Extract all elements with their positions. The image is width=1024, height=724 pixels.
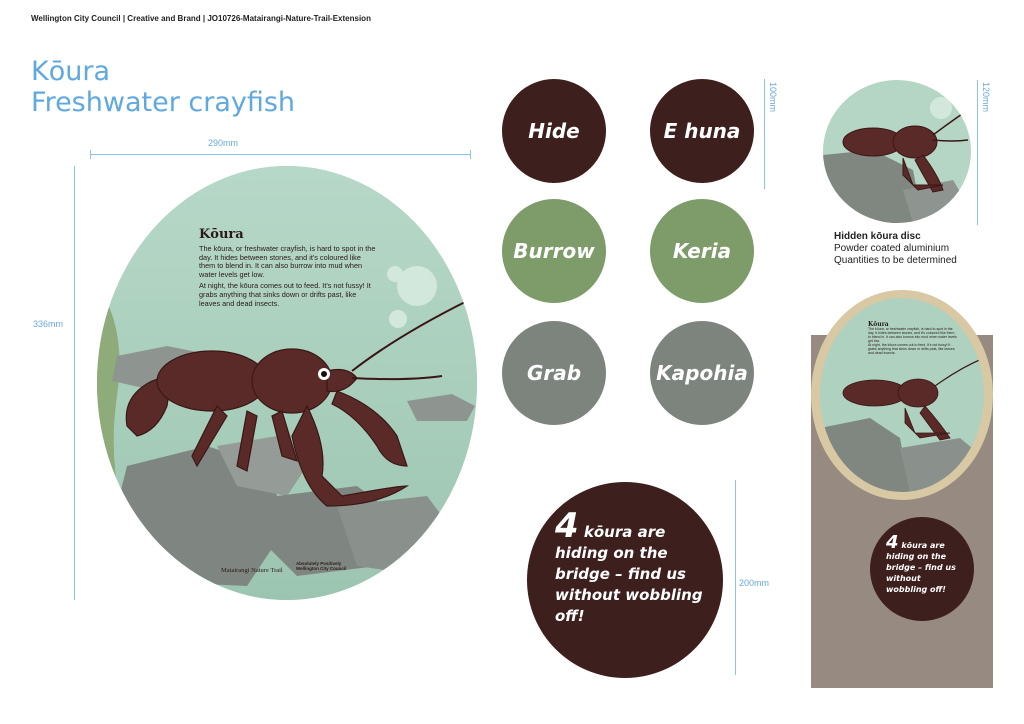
big-disc-dimension-line	[735, 480, 736, 675]
disc-size-label: 100mm	[768, 82, 778, 113]
sign-text-block	[199, 227, 377, 308]
bubble-icon	[397, 266, 437, 306]
sign-width-label: 290mm	[208, 138, 239, 148]
big-disc	[527, 482, 723, 678]
mockup-disc	[870, 517, 974, 621]
big-disc-text: kōura are hiding on the bridge – find us without wobbling off!	[555, 523, 703, 625]
big-disc-number: 4	[555, 506, 579, 546]
disc-burrow: Burrow	[502, 199, 606, 303]
hidden-disc-caption	[834, 231, 957, 267]
hidden-disc-size-label: 120mm	[981, 82, 991, 113]
document-header: Wellington City Council | Creative and Brand | JO10726-Matairangi-Nature-Trail-Extension	[31, 14, 371, 23]
big-disc-size-label: 200mm	[739, 578, 770, 588]
page-title	[31, 56, 295, 118]
hidden-disc-dimension-line	[977, 80, 978, 225]
sign-width-tick-left	[90, 150, 91, 159]
mockup-heading: Kōura	[868, 321, 889, 328]
mockup-disc-number: 4	[886, 532, 899, 553]
hidden-disc-caption-line-1: Powder coated aluminium	[834, 243, 950, 254]
sign-footer-left: Matairangi Nature Trail	[221, 567, 283, 574]
sign-paragraph-1: The kōura, or freshwater crayfish, is hard to spot in the day. It hides between stones, and it's coloured like them to blend in. It can also burrow into mud when water levels get low.	[199, 244, 376, 279]
disc-hide: Hide	[502, 79, 606, 183]
sign-heading: Kōura	[199, 227, 244, 242]
disc-dimension-line	[764, 79, 765, 189]
sign-paragraph-2: At night, the kōura comes out to feed. It's not fussy! It grabs anything that sinks down or drifts past, like leaves and dead insects.	[199, 281, 371, 308]
disc-e-huna: E huna	[650, 79, 754, 183]
title-line-1: Kōura	[31, 56, 110, 87]
mockup-text	[868, 323, 958, 355]
sign-width-line	[90, 154, 470, 155]
mockup-paragraph-1: The kōura, or freshwater crayfish, is hard to spot in the day. It hides between stones, and it's coloured like them to blend in. It can also burrow into mud when water levels get low.	[868, 327, 957, 343]
hidden-disc-caption-title: Hidden kōura disc	[834, 231, 921, 242]
disc-keria: Keria	[650, 199, 754, 303]
mockup-paragraph-2: At night, the kōura comes out to feed. It's not fussy! It grabs anything that sinks down or drifts past, like leaves and dead insects.	[868, 343, 955, 355]
hidden-disc-caption-line-2: Quantities to be determined	[834, 255, 957, 266]
hidden-disc-illustration	[823, 80, 971, 223]
sign-height-label: 336mm	[33, 319, 64, 329]
mockup-disc-text: kōura are hiding on the bridge – find us without wobbling off!	[886, 541, 956, 594]
title-line-2: Freshwater crayfish	[31, 87, 296, 118]
disc-kapohia: Kapohia	[650, 321, 754, 425]
hidden-koura-disc	[823, 80, 971, 223]
sign-height-line	[74, 166, 75, 600]
disc-grab: Grab	[502, 321, 606, 425]
sign-footer-right: Absolutely Positively Wellington City Council	[296, 561, 347, 571]
sign-width-tick-right	[470, 150, 471, 159]
